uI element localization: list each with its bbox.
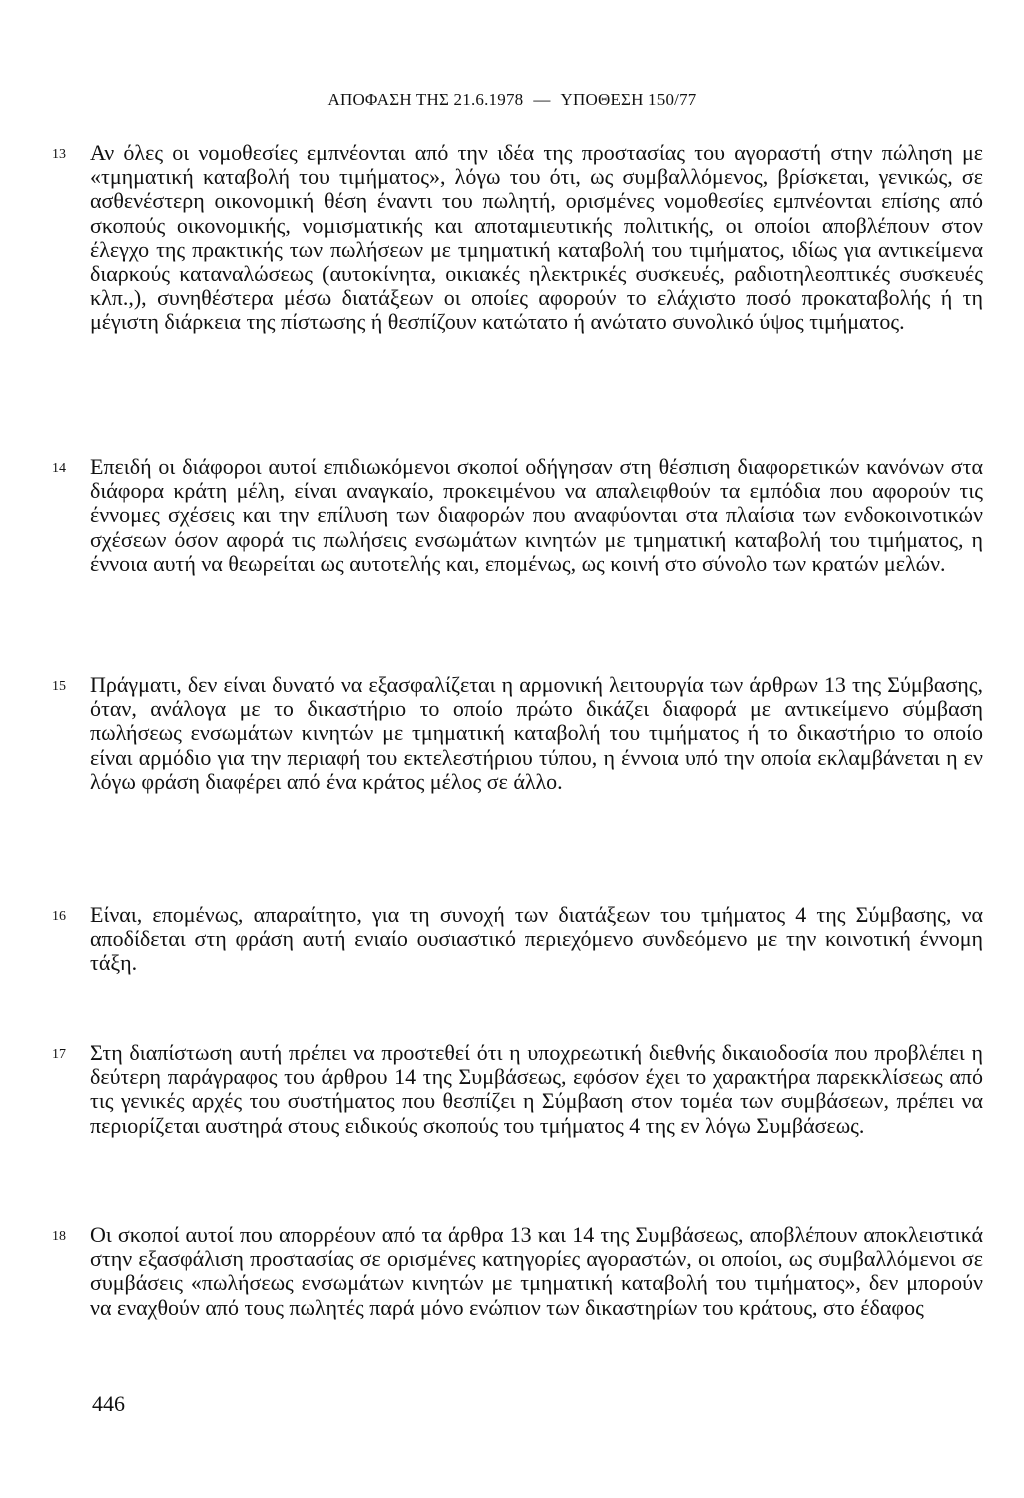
paragraph-number: 18 bbox=[52, 1229, 66, 1244]
paragraph-number: 13 bbox=[52, 147, 66, 162]
paragraph-text: Επειδή οι διάφοροι αυτοί επιδιωκόμενοι σκοποί οδήγησαν στη θέσπιση διαφορετικών κανόνων στα διάφορα κράτη μέλη, είναι αναγκαίο, προκειμένου να απαλειφθούν τα εμπόδια που αφορούν τις έννομες σχέσεις και την επίλυση των διαφορών που αναφύονται στα πλαίσια των ενδοκοινοτικών σχέσεων όσον αφορά τις πωλήσεις ενσωμάτων κινητών με τμηματική καταβολή του τιμήματος, η έννοια αυτή να θεωρείται ως αυτοτελής και, επομένως, ως κοινή στο σύνολο των κρατών μελών. bbox=[90, 454, 983, 576]
page-header bbox=[0, 90, 1024, 110]
paragraph-text: Στη διαπίστωση αυτή πρέπει να προστεθεί ότι η υποχρεωτική διεθνής δικαιοδοσία που προβλέπει η δεύτερη παράγραφος του άρθρου 14 της Συμβάσεως, εφόσον έχει το χαρακτήρα παρεκκλίσεως από τις γενικές αρχές του συστήματος που θεσπίζει η Σύμβαση στον τομέα των συμβάσεων, πρέπει να περιορίζεται αυστηρά στους ειδικούς σκοπούς του τμήματος 4 της εν λόγω Συμβάσεως. bbox=[90, 1040, 983, 1138]
header-separator: — bbox=[533, 90, 551, 109]
paragraph-number: 14 bbox=[52, 461, 66, 476]
decision-title: ΑΠΟΦΑΣΗ ΤΗΣ 21.6.1978 bbox=[327, 90, 524, 109]
paragraph-number: 16 bbox=[52, 909, 66, 924]
paragraph-number: 15 bbox=[52, 679, 66, 694]
paragraph-number: 17 bbox=[52, 1047, 66, 1062]
paragraph-text: Είναι, επομένως, απαραίτητο, για τη συνοχή των διατάξεων του τμήματος 4 της Σύμβασης, να αποδίδεται στη φράση αυτή ενιαίο ουσιαστικό περιεχόμενο συνδεόμενο με την κοινοτική έννομη τάξη. bbox=[90, 902, 983, 976]
page-number: 446 bbox=[92, 1391, 125, 1416]
case-number: ΥΠΟΘΕΣΗ 150/77 bbox=[560, 90, 697, 109]
paragraph-text: Οι σκοποί αυτοί που απορρέουν από τα άρθρα 13 και 14 της Συμβάσεως, αποβλέπουν αποκλειστικά στην εξασφάλιση προστασίας σε ορισμένες κατηγορίες αγοραστών, οι οποίοι, ως συμβαλλόμενοι σε συμβάσεις «πωλήσεως ενσωμάτων κινητών με τμηματική καταβολή του τιμήματος», δεν μπορούν να εναχθούν από τους πωλητές παρά μόνο ενώπιον των δικαστηρίων του κράτους, στο έδαφος bbox=[90, 1222, 983, 1320]
paragraph-text: Πράγματι, δεν είναι δυνατό να εξασφαλίζεται η αρμονική λειτουργία των άρθρων 13 της Σύμβασης, όταν, ανάλογα με το δικαστήριο το οποίο πρώτο δικάζει διαφορά με αντικείμενο σύμβαση πωλήσεως ενσωμάτων κινητών με τμηματική καταβολή του τιμήματος ή το δικαστήριο το οποίο είναι αρμόδιο για την περιαφή του εκτελεστήριου τύπου, η έννοια υπό την οποία εκλαμβάνεται η εν λόγω φράση διαφέρει από ένα κράτος μέλος σε άλλο. bbox=[90, 672, 983, 794]
paragraph-text: Αν όλες οι νομοθεσίες εμπνέονται από την ιδέα της προστασίας του αγοραστή στην πώληση με «τμηματική καταβολή του τιμήματος», λόγω του ότι, ως συμβαλλόμενος, βρίσκεται, γενικώς, σε ασθενέστερη οικονομική θέση έναντι του πωλητή, ορισμένες νομοθεσίες εμπνέονται επίσης από σκοπούς οικονομικής, νομισματικής και αποταμιευτικής πολιτικής, οι οποίοι αποβλέπουν στον έλεγχο της πρακτικής των πωλήσεων με τμηματική καταβολή του τιμήματος, ιδίως για αντικείμενα διαρκούς καταναλώσεως (αυτοκίνητα, οικιακές ηλεκτρικές συσκευές, ραδιοτηλεοπτικές συσκευές κλπ.,), συνηθέστερα μέσω διατάξεων οι οποίες αφορούν το ελάχιστο ποσό προκαταβολής ή τη μέγιστη διάρκεια της πίστωσης ή θεσπίζουν κατώτατο ή ανώτατο συνολικό ύψος τιμήματος. bbox=[90, 140, 983, 335]
